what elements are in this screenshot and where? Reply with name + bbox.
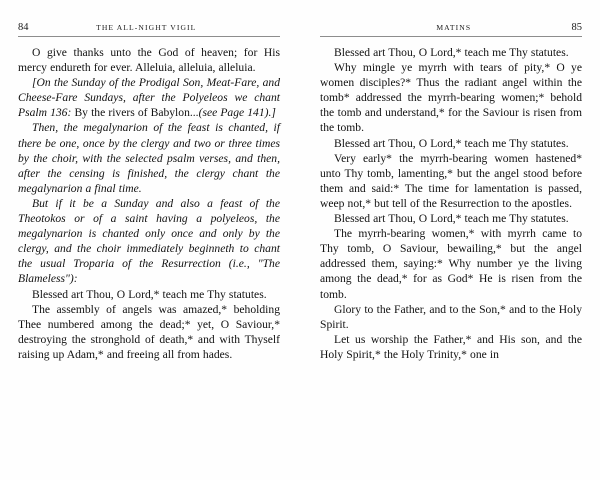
running-head-title-right: MATINS	[436, 23, 472, 32]
page-left	[18, 22, 300, 480]
folio-right: 85	[571, 22, 582, 33]
paragraph: Blessed art Thou, O Lord,* teach me Thy statutes.	[334, 136, 569, 150]
rubric-text-roman: By the rivers of Babylon...	[71, 106, 199, 120]
rubric-text-before: [On the Sunday of the Prodigal Son, Meat-Fare, and Cheese-Fare Sundays, after the Polyeleos we chant Psalm 136:	[18, 76, 280, 120]
column-right	[320, 45, 582, 362]
paragraph: Let us worship the Father,* and His son, and the Holy Spirit,* the Holy Trinity,* one in	[320, 332, 582, 361]
running-head-right	[320, 22, 582, 37]
paragraph: The myrrh-bearing women,* with myrrh came to Thy tomb, O Saviour, bewailing,* but the angel addressed them, saying:* Why number ye the living among the dead,* for as God* He is risen from the tomb.	[320, 227, 582, 301]
paragraph: The assembly of angels was amazed,* beholding Thee numbered among the dead;* yet, O Saviour,* destroying the stronghold of death,* and with Thyself raising up Adam,* and freeing all from hades.	[18, 302, 280, 361]
paragraph: Glory to the Father, and to the Son,* and to the Holy Spirit.	[320, 302, 582, 331]
paragraph: Very early* the myrrh-bearing women hastened* unto Thy tomb, lamenting,* but the angel stood before them and said:* The time for lamentation is passed, weep not,* but tell of the Resurrection to the apostles.	[320, 151, 582, 210]
paragraph: Why mingle ye myrrh with tears of pity,* O ye women disciples?* Thus the radiant angel within the tomb* addressed the myrrh-bearing women;* behold the tomb and understand,* for the Saviour is risen from the tomb.	[320, 61, 582, 135]
running-head-left	[18, 22, 280, 37]
paragraph: Blessed art Thou, O Lord,* teach me Thy statutes.	[32, 287, 267, 301]
paragraph: Blessed art Thou, O Lord,* teach me Thy statutes.	[334, 212, 569, 226]
paragraph-rubric	[18, 75, 280, 120]
rubric-text-after: (see Page 141).]	[198, 106, 276, 120]
running-head-title-left: THE ALL-NIGHT VIGIL	[96, 23, 197, 32]
column-left	[18, 45, 280, 362]
page-right	[300, 22, 582, 480]
folio-left: 84	[18, 22, 29, 33]
paragraph-rubric: Then, the megalynarion of the feast is chanted, if there be one, once by the clergy and two or three times by the choir, with the selected psalm verses, and then, after the censing is finished, the clergy chant the megalynarion a final time.	[18, 121, 280, 195]
paragraph: Blessed art Thou, O Lord,* teach me Thy statutes.	[334, 46, 569, 59]
paragraph-rubric: But if it be a Sunday and also a feast of the Theotokos or of a saint having a polyeleos, the megalynarion is chanted only once and only by the clergy, and the choir immediately beginneth to chant the usual Troparia of the Resurrection (i.e., "The Blameless"):	[18, 196, 280, 286]
paragraph: O give thanks unto the God of heaven; for His mercy endureth for ever. Alleluia, alleluia, alleluia.	[18, 46, 280, 75]
